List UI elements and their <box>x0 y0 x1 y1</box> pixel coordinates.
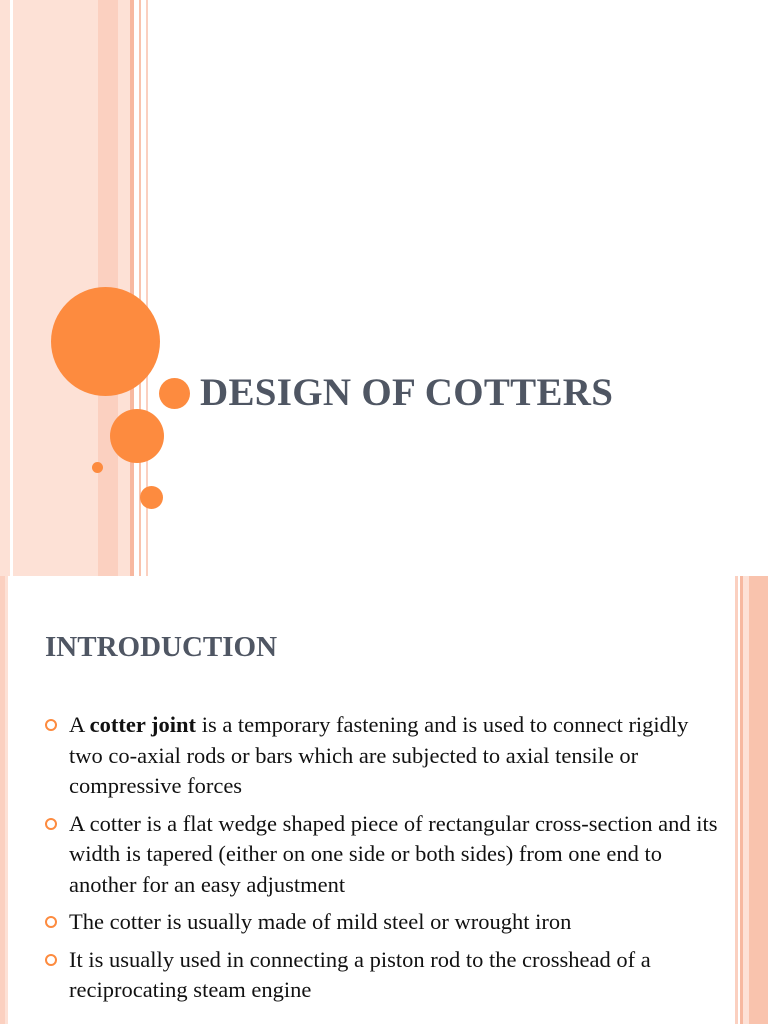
hollow-circle-bullet-icon <box>45 954 57 966</box>
decor-stripe <box>13 0 98 576</box>
bullet-list <box>45 710 725 1013</box>
decor-stripe <box>749 576 768 1024</box>
decor-stripe <box>130 0 134 576</box>
hollow-circle-bullet-icon <box>45 719 57 731</box>
hollow-circle-bullet-icon <box>45 818 57 830</box>
bullet-item <box>45 710 725 802</box>
bullet-item <box>45 945 725 1006</box>
bullet-text: A cotter is a flat wedge shaped piece of rectangular cross-section and its width is tapered (either on one side or both sides) from one end to another for an easy adjustment <box>69 810 718 897</box>
decor-stripe <box>0 0 10 576</box>
section-heading: INTRODUCTION <box>45 631 278 663</box>
slide-title: DESIGN OF COTTERS <box>200 371 614 414</box>
decor-circle-small <box>140 486 163 509</box>
decor-circle-medium <box>110 409 164 463</box>
bullet-text: The cotter is usually made of mild steel or wrought iron <box>69 909 572 934</box>
bullet-text-suffix: is a temporary fastening and is used to connect rigidly two co-axial rods or bars which are subjected to axial tensile or compressive forces <box>69 712 689 798</box>
decor-circle-small <box>92 462 103 473</box>
decor-stripe <box>139 0 141 576</box>
bullet-item <box>45 907 725 938</box>
content-slide <box>0 576 768 1024</box>
decor-circle-large <box>51 287 160 396</box>
decor-stripe <box>735 576 738 1024</box>
hollow-circle-bullet-icon <box>45 916 57 928</box>
bullet-text-bold: cotter joint <box>89 712 197 737</box>
bullet-text-prefix: A <box>69 712 90 737</box>
decor-stripe <box>5 576 8 1024</box>
decor-circle-medium <box>159 378 190 409</box>
bullet-text: It is usually used in connecting a piston rod to the crosshead of a reciprocating steam engine <box>69 946 651 1002</box>
bullet-item <box>45 809 725 901</box>
